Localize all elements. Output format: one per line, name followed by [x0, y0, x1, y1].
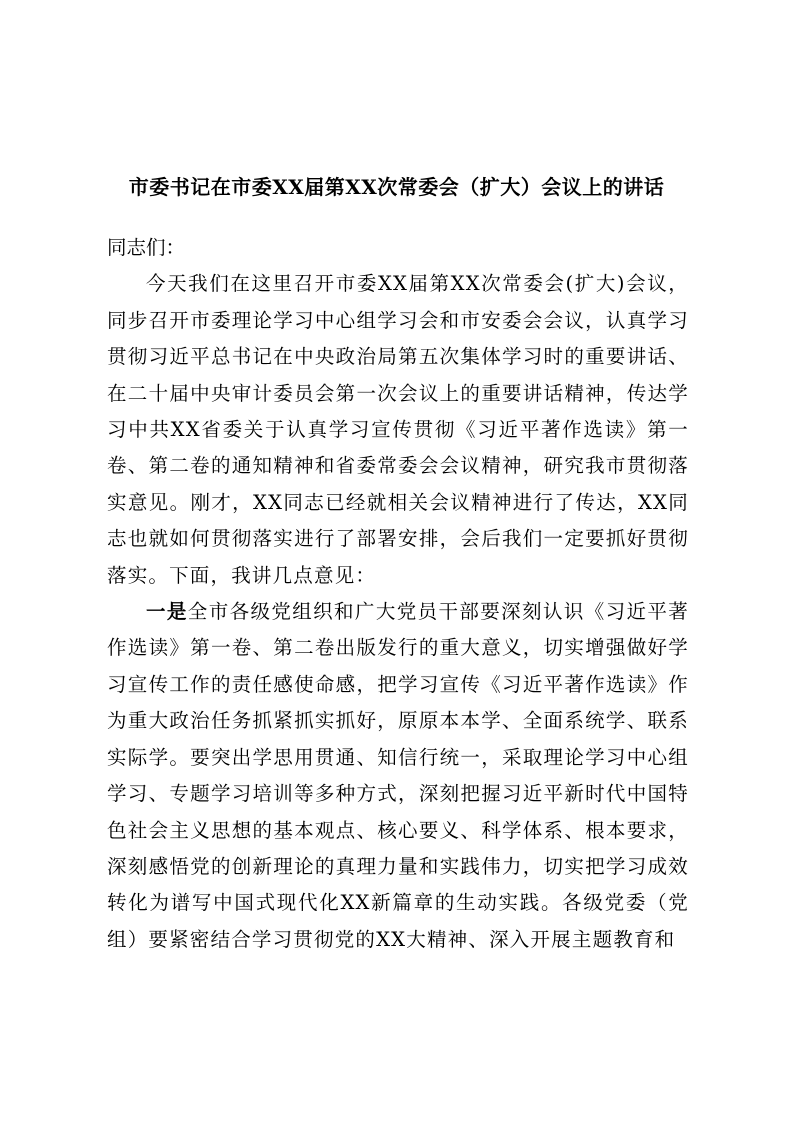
salutation: 同志们： — [107, 236, 186, 259]
paragraph-point-one — [107, 594, 689, 958]
paragraph-text: 全市各级党组织和广大党员干部要深刻认识《习近平著作选读》第一卷、第二卷出版发行的重大意义，切实增强做好学习宣传工作的责任感使命感，把学习宣传《习近平著作选读》作为重大政治任务抓紧抓实抓好，原原本本学、全面系统学、联系实际学。要突出学思用贯通、知信行统一，采取理论学习中心组学习、专题学习培训等多种方式，深刻把握习近平新时代中国特色社会主义思想的基本观点、核心要义、科学体系、根本要求，深刻感悟党的创新理论的真理力量和实践伟力，切实把学习成效转化为谱写中国式现代化XX新篇章的生动实践。各级党委（党组）要紧密结合学习贯彻党的XX大精神、深入开展主题教育和 — [107, 600, 689, 951]
document-body — [107, 230, 689, 958]
document-title: 市委书记在市委XX届第XX次常委会（扩大）会议上的讲话 — [128, 175, 665, 199]
paragraph-text: 今天我们在这里召开市委XX届第XX次常委会(扩大)会议，同步召开市委理论学习中心组学习会和市安委会会议，认真学习贯彻习近平总书记在中央政治局第五次集体学习时的重要讲话、在二十届中央审计委员会第一次会议上的重要讲话精神，传达学习中共XX省委关于认真学习宣传贯彻《习近平著作选读》第一卷、第二卷的通知精神和省委常委会会议精神，研究我市贯彻落实意见。刚才，XX同志已经就相关会议精神进行了传达，XX同志也就如何贯彻落实进行了部署安排，会后我们一定要抓好贯彻落实。下面，我讲几点意见： — [107, 272, 689, 587]
paragraph-intro — [107, 266, 689, 594]
paragraph-lead: 一是 — [146, 600, 188, 624]
